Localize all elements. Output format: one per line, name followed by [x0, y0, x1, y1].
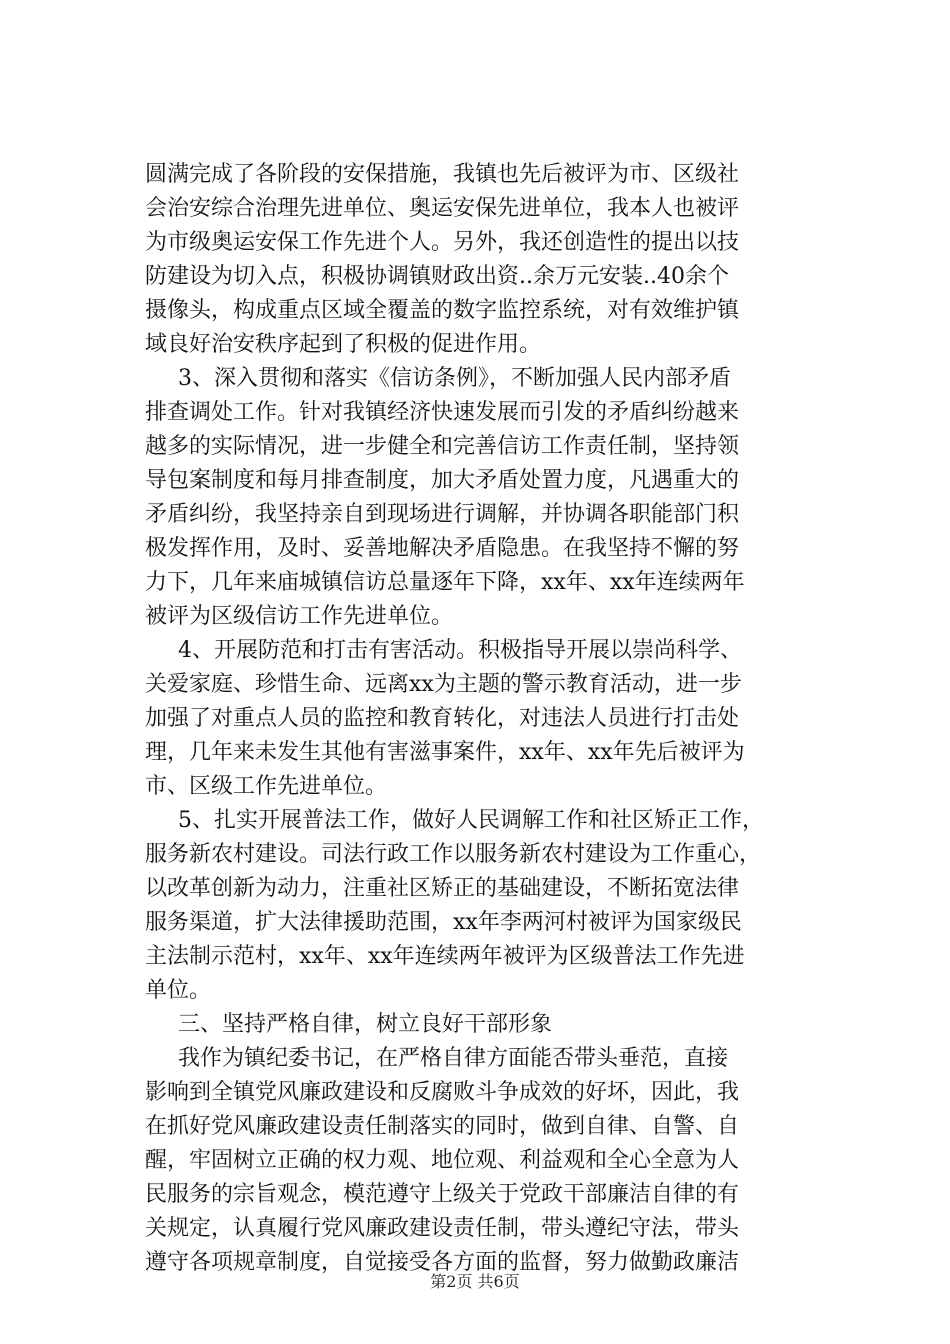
text-line: 为市级奥运安保工作先进个人。另外，我还创造性的提出以技	[145, 230, 740, 255]
text-line: 圆满完成了各阶段的安保措施，我镇也先后被评为市、区级社	[145, 162, 740, 187]
text-line: 单位。	[145, 978, 212, 1003]
paragraph-first-line: 3、深入贯彻和落实《信访条例》，不断加强人民内部矛盾	[178, 366, 731, 391]
text-line: 关规定，认真履行党风廉政建设责任制，带头遵纪守法，带头	[145, 1216, 740, 1241]
text-line: 遵守各项规章制度，自觉接受各方面的监督，努力做勤政廉洁	[145, 1250, 740, 1275]
text-line: 以改革创新为动力，注重社区矫正的基础建设，不断拓宽法律	[145, 876, 740, 901]
paragraph-first-line: 4、开展防范和打击有害活动。积极指导开展以崇尚科学、	[178, 638, 742, 663]
paragraph-first-line: 我作为镇纪委书记，在严格自律方面能否带头垂范，直接	[178, 1046, 729, 1071]
text-line: 越多的实际情况，进一步健全和完善信访工作责任制，坚持领	[145, 434, 740, 459]
text-line: 理，几年来未发生其他有害滋事案件，xx年、xx年先后被评为	[145, 740, 745, 765]
text-line: 导包案制度和每月排查制度，加大矛盾处置力度，凡遇重大的	[145, 468, 740, 493]
text-line: 域良好治安秩序起到了积极的促进作用。	[145, 332, 542, 357]
text-line: 影响到全镇党风廉政建设和反腐败斗争成效的好坏，因此，我	[145, 1080, 740, 1105]
text-line: 力下，几年来庙城镇信访总量逐年下降，xx年、xx年连续两年	[145, 570, 745, 595]
text-line: 极发挥作用，及时、妥善地解决矛盾隐患。在我坚持不懈的努	[145, 536, 740, 561]
text-line: 民服务的宗旨观念，模范遵守上级关于党政干部廉洁自律的有	[145, 1182, 740, 1207]
text-line: 服务新农村建设。司法行政工作以服务新农村建设为工作重心，	[145, 842, 762, 867]
text-line: 被评为区级信访工作先进单位。	[145, 604, 454, 629]
text-line: 矛盾纠纷，我坚持亲自到现场进行调解，并协调各职能部门积	[145, 502, 740, 527]
text-line: 在抓好党风廉政建设责任制落实的同时，做到自律、自警、自	[145, 1114, 740, 1139]
text-line: 防建设为切入点，积极协调镇财政出资..余万元安装..40余个	[145, 264, 729, 289]
section-heading: 三、坚持严格自律，树立良好干部形象	[178, 1012, 553, 1037]
text-line: 醒，牢固树立正确的权力观、地位观、利益观和全心全意为人	[145, 1148, 740, 1173]
text-line: 摄像头，构成重点区域全覆盖的数字监控系统，对有效维护镇	[145, 298, 740, 323]
text-line: 排查调处工作。针对我镇经济快速发展而引发的矛盾纠纷越来	[145, 400, 740, 425]
text-line: 市、区级工作先进单位。	[145, 774, 388, 799]
text-line: 会治安综合治理先进单位、奥运安保先进单位，我本人也被评	[145, 196, 740, 221]
text-line: 关爱家庭、珍惜生命、远离xx为主题的警示教育活动，进一步	[145, 672, 742, 697]
text-line: 加强了对重点人员的监控和教育转化，对违法人员进行打击处	[145, 706, 740, 731]
text-line: 主法制示范村，xx年、xx年连续两年被评为区级普法工作先进	[145, 944, 745, 969]
page-number-footer: 第2页 共6页	[430, 1272, 520, 1291]
paragraph-first-line: 5、扎实开展普法工作，做好人民调解工作和社区矫正工作，	[178, 808, 764, 833]
text-line: 服务渠道，扩大法律援助范围，xx年李两河村被评为国家级民	[145, 910, 742, 935]
